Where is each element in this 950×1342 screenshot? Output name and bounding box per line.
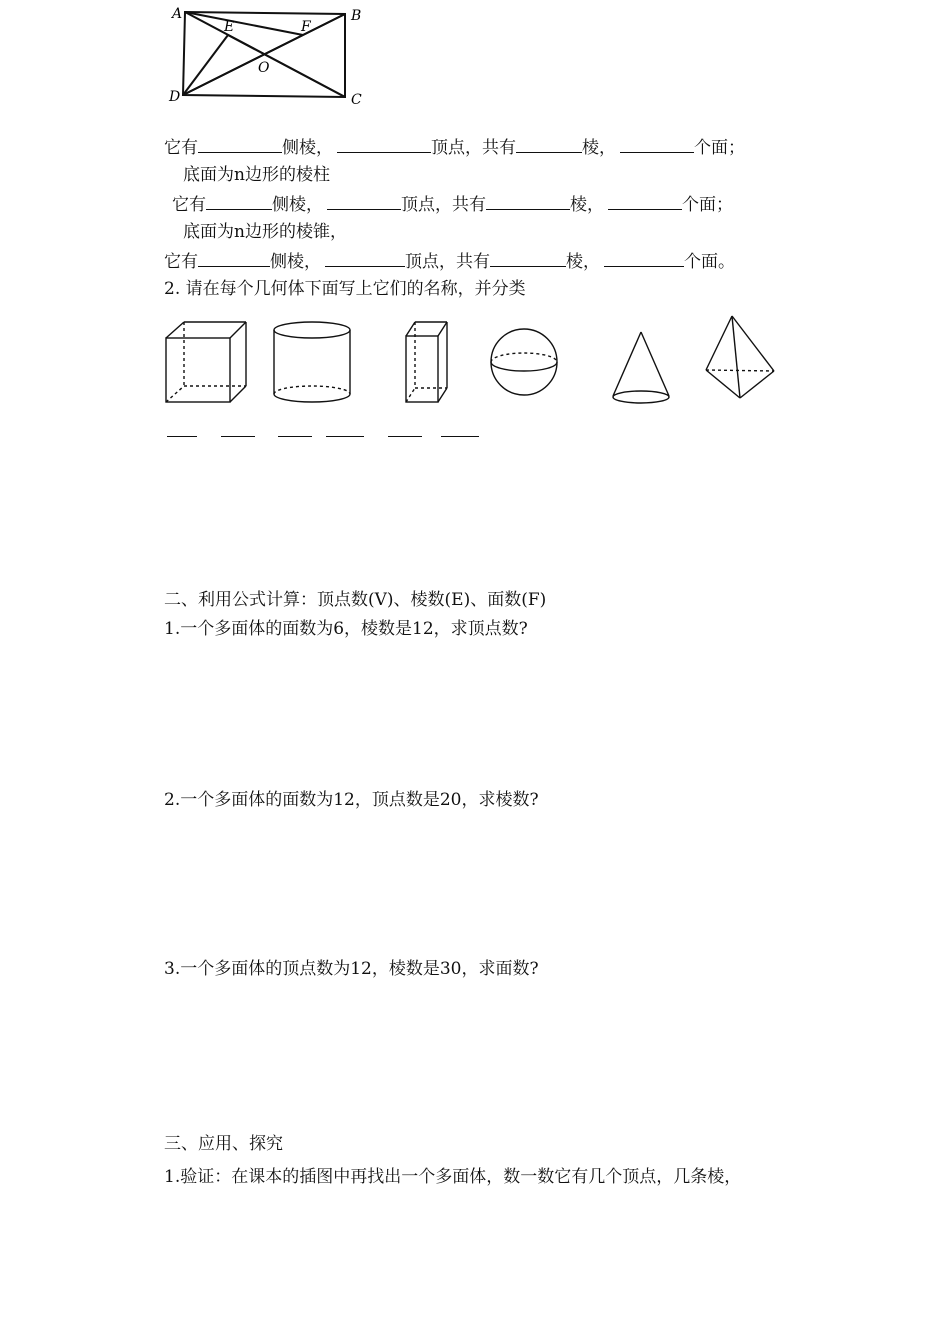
answer-blank-3[interactable]: [278, 436, 312, 437]
answer-blank-1[interactable]: [167, 436, 197, 437]
blank-edges[interactable]: [486, 193, 570, 210]
answer-blank-5[interactable]: [388, 436, 422, 437]
cone-icon: [613, 332, 669, 403]
sphere-icon: [491, 329, 557, 395]
n-prism-heading: 底面为n边形的棱柱: [183, 165, 330, 185]
section-3-title: 三、应用、探究: [164, 1134, 283, 1154]
section-3-question-1: 1.验证：在课本的插图中再找出一个多面体，数一数它有几个顶点，几条棱，: [164, 1167, 742, 1187]
n-prism-fill-line: 它有 侧棱， 顶点，共有 棱， 个面；: [172, 195, 733, 215]
blank-side-edges[interactable]: [206, 193, 272, 210]
blank-edges[interactable]: [516, 136, 582, 153]
prism-fill-line: 它有 侧棱， 顶点，共有 棱， 个面；: [164, 138, 745, 158]
point-label-o: O: [258, 60, 270, 76]
cube-icon: [166, 322, 246, 402]
blank-vertices[interactable]: [325, 250, 405, 267]
blank-side-edges[interactable]: [198, 136, 282, 153]
n-pyramid-heading: 底面为n边形的棱锥，: [183, 222, 347, 242]
point-label-a: A: [172, 6, 183, 22]
point-label-e: E: [224, 19, 235, 35]
rectangular-prism-icon: [406, 322, 447, 402]
section-2-title: 二、利用公式计算：顶点数(V)、棱数(E)、面数(F): [164, 590, 547, 610]
blank-vertices[interactable]: [337, 136, 431, 153]
section-2-question-2: 2.一个多面体的面数为12，顶点数是20，求棱数?: [164, 790, 539, 810]
answer-blank-4[interactable]: [326, 436, 364, 437]
point-label-d: D: [169, 89, 181, 105]
pyramid-icon: [706, 316, 774, 398]
blank-edges[interactable]: [490, 250, 566, 267]
point-label-f: F: [301, 19, 311, 35]
blank-faces[interactable]: [604, 250, 684, 267]
point-label-b: B: [351, 8, 362, 24]
cylinder-icon: [274, 322, 350, 402]
blank-vertices[interactable]: [327, 193, 401, 210]
point-label-c: C: [351, 92, 362, 108]
section-2-question-1: 1.一个多面体的面数为6，棱数是12，求顶点数?: [164, 619, 528, 639]
rectangle-figure: [160, 0, 390, 115]
answer-blank-6[interactable]: [441, 436, 479, 437]
answer-blank-2[interactable]: [221, 436, 255, 437]
blank-side-edges[interactable]: [198, 250, 270, 267]
solids-figures: [160, 312, 800, 412]
section-2-question-3: 3.一个多面体的顶点数为12，棱数是30，求面数?: [164, 959, 539, 979]
n-pyramid-fill-line: 它有 侧棱， 顶点，共有 棱， 个面。: [164, 252, 735, 272]
blank-faces[interactable]: [608, 193, 682, 210]
question-2: 2. 请在每个几何体下面写上它们的名称，并分类: [164, 279, 526, 299]
blank-faces[interactable]: [620, 136, 694, 153]
